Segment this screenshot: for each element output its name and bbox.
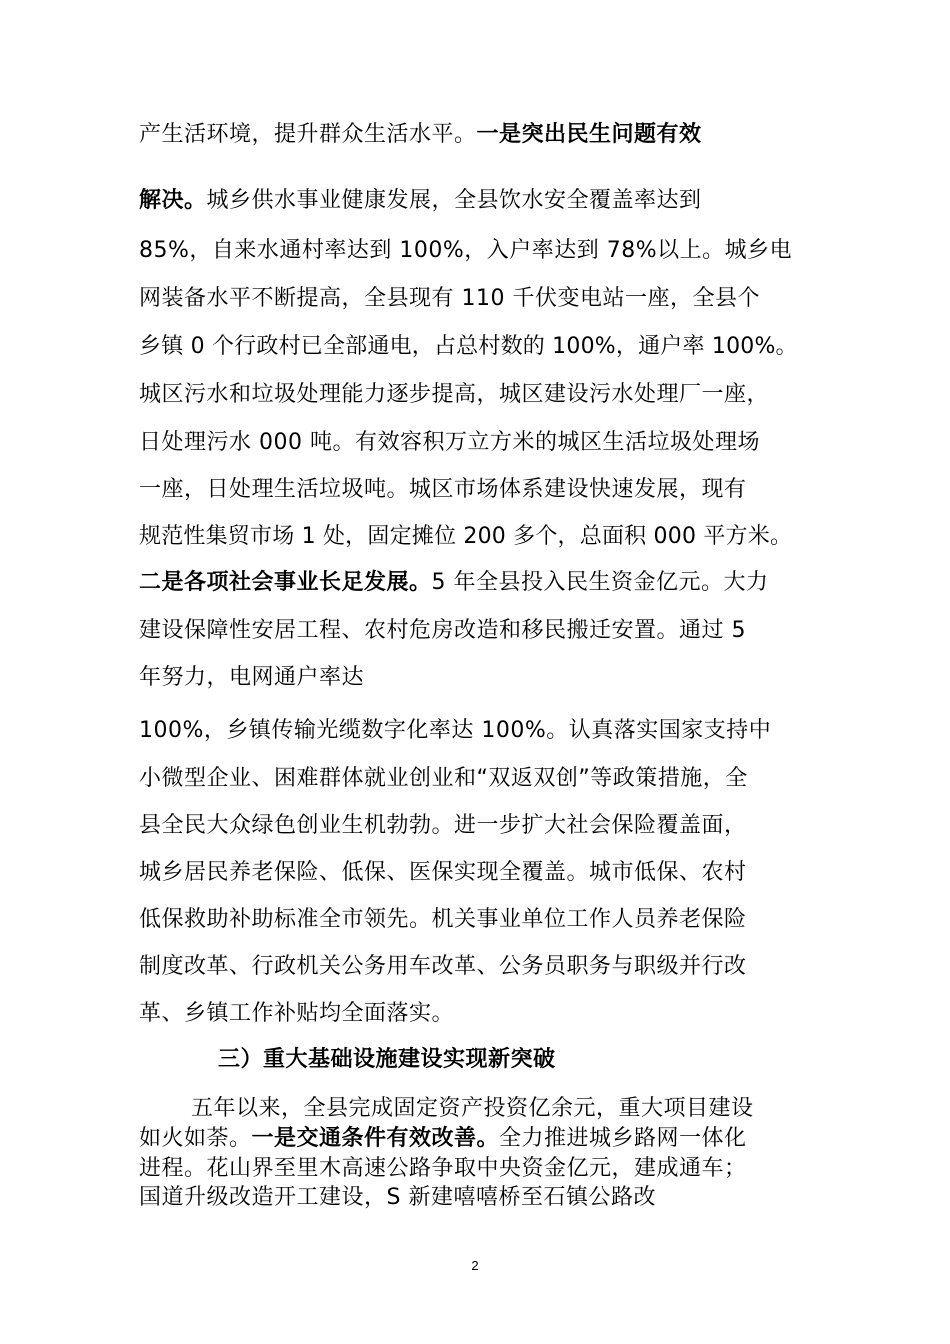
- body-text: 如火如荼。: [139, 1126, 252, 1151]
- paragraph-line: 乡镇 0 个行政村已全部通电，占总村数的 100%，通户率 100%。: [139, 334, 798, 359]
- body-text: 产生活环境，提升群众生活水平。: [139, 122, 477, 147]
- paragraph-line: 县全民大众绿色创业生机勃勃。进一步扩大社会保险覆盖面，: [139, 813, 747, 838]
- body-text: 5 年全县投入民生资金亿元。大力: [431, 570, 769, 595]
- bold-text: 解决。: [139, 188, 207, 213]
- paragraph-line: 规范性集贸市场 1 处，固定摊位 200 多个，总面积 000 平方米。: [139, 524, 793, 549]
- paragraph-line: 建设保障性安居工程、农村危房改造和移民搬迁安置。通过 5: [139, 618, 746, 643]
- paragraph-line: [139, 186, 702, 216]
- paragraph-line: 五年以来，全县完成固定资产投资亿余元，重大项目建设: [191, 1096, 754, 1121]
- paragraph-line: 网装备水平不断提高，全县现有 110 千伏变电站一座，全县个: [139, 286, 760, 311]
- paragraph-line: 革、乡镇工作补贴均全面落实。: [139, 1001, 455, 1026]
- paragraph-line: [139, 120, 702, 150]
- paragraph-line: 国道升级改造开工建设，S 新建嘻嘻桥至石镇公路改: [139, 1185, 656, 1210]
- paragraph-line: 100%，乡镇传输光缆数字化率达 100%。认真落实国家支持中: [139, 718, 772, 743]
- section-heading: 三）重大基础设施建设实现新突破: [218, 1047, 556, 1072]
- bold-text: 一是交通条件有效改善。: [251, 1126, 500, 1151]
- bold-text: 二是各项社会事业长足发展。: [139, 570, 432, 595]
- bold-text: 一是突出民生问题有效: [476, 122, 702, 147]
- body-text: 全力推进城乡路网一体化: [499, 1126, 747, 1151]
- paragraph-line: [139, 1124, 747, 1154]
- paragraph-line: 小微型企业、困难群体就业创业和“双返双创”等政策措施，全: [139, 766, 748, 791]
- paragraph-line: 城乡居民养老保险、低保、医保实现全覆盖。城市低保、农村: [139, 860, 747, 885]
- body-text: 城乡供水事业健康发展，全县饮水安全覆盖率达到: [206, 188, 702, 213]
- paragraph-line: [139, 568, 769, 598]
- paragraph-line: 日处理污水 000 吨。有效容积万立方米的城区生活垃圾处理场: [139, 430, 760, 455]
- paragraph-line: 城区污水和垃圾处理能力逐步提高，城区建设污水处理厂一座，: [139, 382, 770, 407]
- paragraph-line: 进程。花山界至里木高速公路争取中央资金亿元，建成通车；: [139, 1156, 747, 1181]
- paragraph-line: 年努力，电网通户率达: [139, 665, 365, 690]
- page-number: 2: [471, 1258, 479, 1273]
- paragraph-line: 85%，自来水通村率达到 100%，入户率达到 78%以上。城乡电: [139, 238, 793, 263]
- paragraph-line: 低保救助补助标准全市领先。机关事业单位工作人员养老保险: [139, 907, 747, 932]
- paragraph-line: 制度改革、行政机关公务用车改革、公务员职务与职级并行改: [139, 954, 747, 979]
- paragraph-line: 一座，日处理生活垃圾吨。城区市场体系建设快速发展，现有: [139, 477, 747, 502]
